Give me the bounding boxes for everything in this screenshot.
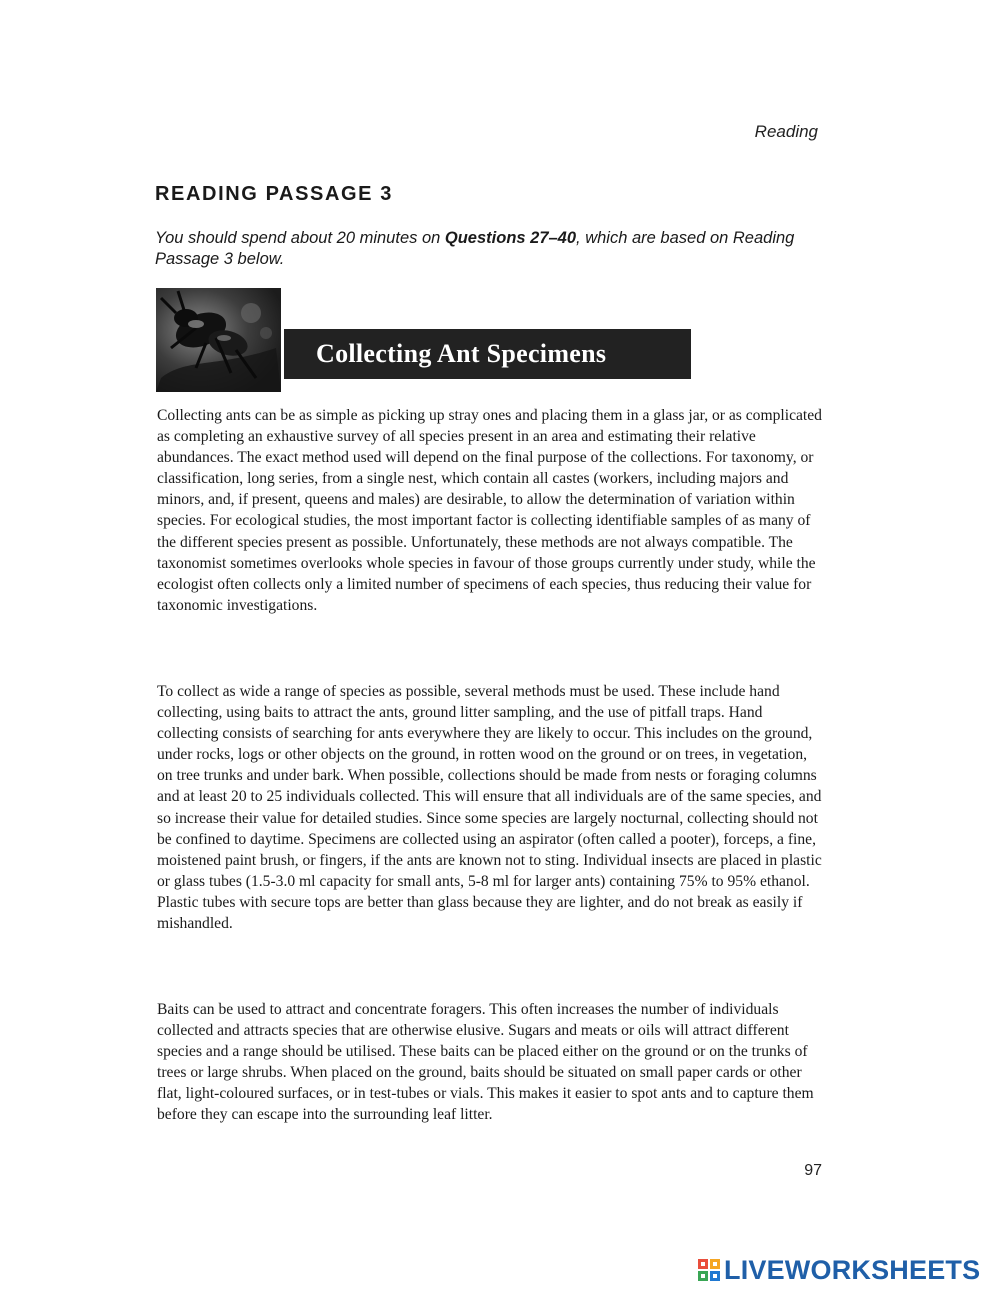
article-title-banner (284, 329, 691, 379)
section-label: Reading (754, 122, 818, 141)
paragraph-3: Baits can be used to attract and concentrate foragers. This often increases the number of individuals collected and attracts species that are otherwise elusive. Sugars and meats or oils will attract different species and a range should be utilised. These baits can be placed either on the ground or on the trunks of trees or large shrubs. When placed on the ground, baits should be situated on small paper cards or other flat, light-coloured surfaces, or in test-tubes or vials. This makes it easier to spot ants and to capture them before they can escape into the surrounding leaf litter. (157, 1001, 814, 1124)
ant-photo-icon (156, 288, 281, 392)
paragraph-2: To collect as wide a range of species as possible, several methods must be used. These include hand collecting, using baits to attract the ants, ground litter sampling, and the use of pitfall traps. Hand collecting consists of searching for ants everywhere they are likely to occur. This includes on the ground, under rocks, logs or other objects on the ground, in rotten wood on the ground or on trees, in vegetation, on tree trunks and under bark. When possible, collections should be made from nests or foraging columns and at least 20 to 25 individuals collected. This will ensure that all individuals are of the same species, and so increase their value for detailed studies. Since some species are largely nocturnal, collecting should not be confined to daytime. Specimens are collected using an aspirator (often called a pooter), forceps, a fine, moistened paint brush, or fingers, if the ants are known not to sting. Individual insects are placed in plastic or glass tubes (1.5-3.0 ml capacity for small ants, 5-8 ml for larger ants) containing 75% to 95% ethanol. Plastic tubes with secure tops are better than glass because they are lighter, and do not break as easily if mishandled. (157, 683, 822, 933)
instructions (155, 228, 835, 270)
instructions-pre: You should spend about 20 minutes on (155, 229, 445, 247)
paragraph-1: Collecting ants can be as simple as picking up stray ones and placing them in a glass jar, or as complicated as completing an exhaustive survey of all species present in an area and estimating their relative abundances. The exact method used will depend on the final purpose of the collections. For taxonomy, or classification, long series, from a single nest, which contain all castes (workers, including majors and minors, and, if present, queens and males) are desirable, to allow the determination of variation within species. For ecological studies, the most important factor is collecting identifiable samples of as many of the different species present as possible. Unfortunately, these methods are not always compatible. The taxonomist sometimes overlooks whole species in favour of those groups currently under study, while the ecologist often collects only a limited number of specimens of each species, thus reducing their value for taxonomic investigations. (157, 407, 822, 614)
instructions-questions: Questions 27–40 (444, 229, 577, 247)
liveworksheets-logo-icon (698, 1259, 720, 1281)
page-number: 97 (804, 1162, 822, 1179)
passage-title: READING PASSAGE 3 (155, 183, 393, 205)
article-title: Collecting Ant Specimens (316, 339, 607, 368)
ant-photo (156, 288, 281, 392)
brand-name: LIVEWORKSHEETS (724, 1254, 981, 1285)
liveworksheets-brand (698, 1255, 980, 1285)
instructions-post: , which are based on Reading Passage 3 below. (155, 229, 795, 268)
